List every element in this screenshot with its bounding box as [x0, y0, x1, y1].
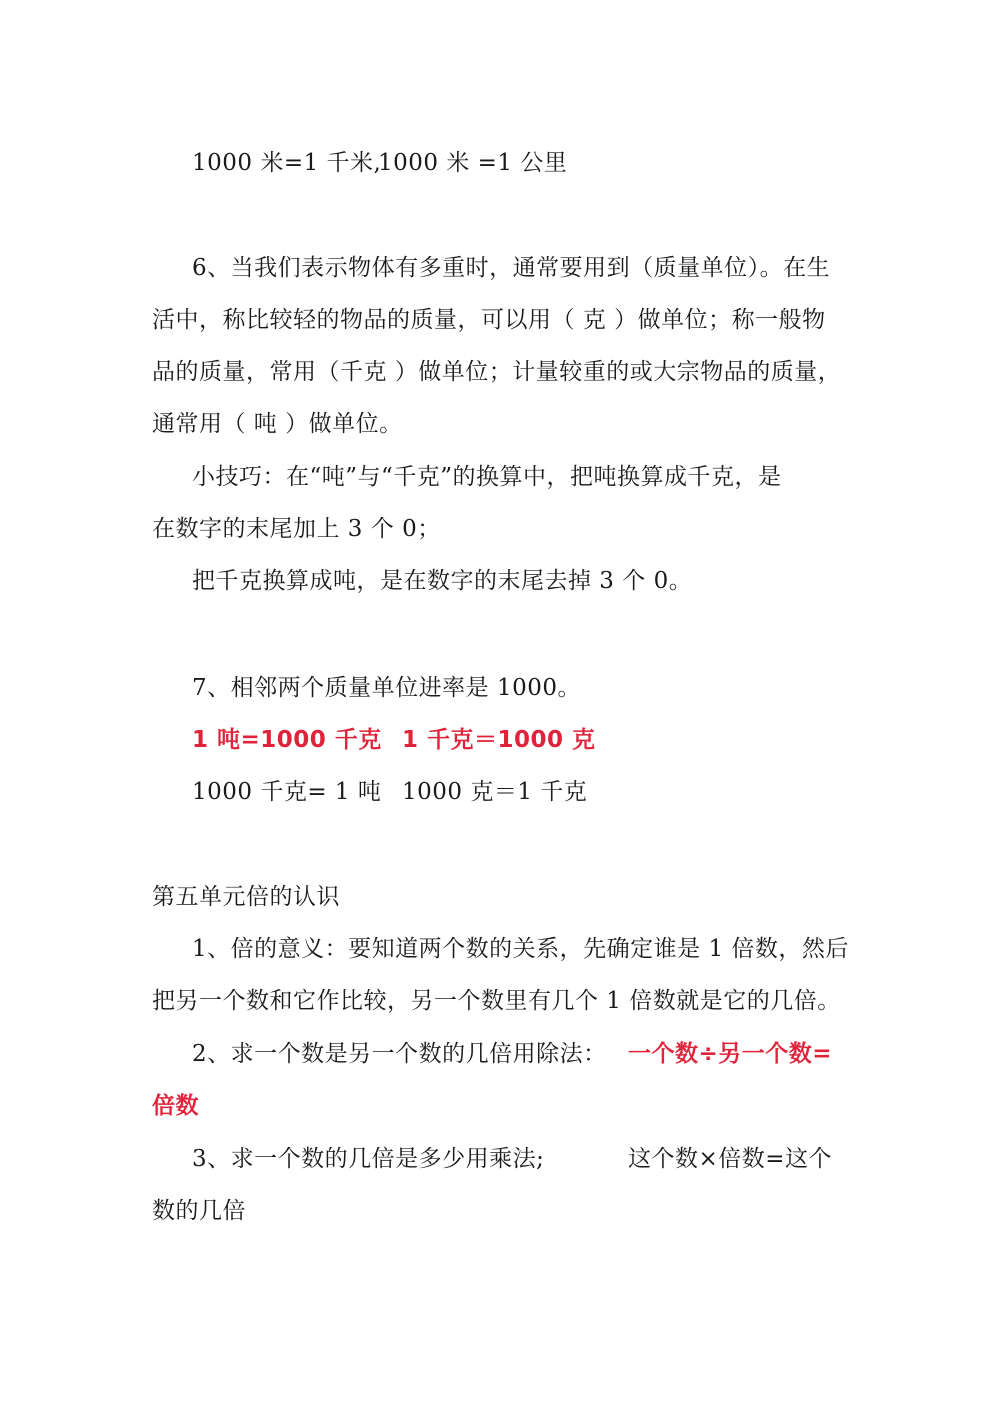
tip-line3: 把千克换算成吨，是在数字的末尾去掉 3 个 0。 — [192, 568, 693, 594]
multiplication-formula: 这个数×倍数=这个 — [628, 1146, 833, 1172]
section6-line1: 6、当我们表示物体有多重时，通常要用到（质量单位）。在生 — [192, 255, 831, 281]
tip-line1: 小技巧：在“吨”与“千克”的换算中，把吨换算成千克，是 — [192, 464, 782, 490]
kg-to-ton-line: 1000 千克= 1 吨 — [192, 779, 382, 805]
division-formula-highlight: 一个数÷另一个数= — [628, 1041, 833, 1067]
tip-line2: 在数字的末尾加上 3 个 0； — [152, 516, 441, 542]
unit5-point1-line1: 1、倍的意义：要知道两个数的关系，先确定谁是 1 倍数，然后 — [192, 936, 849, 962]
unit5-heading: 第五单元倍的认识 — [152, 884, 340, 910]
multiplication-formula-cont: 数的几倍 — [152, 1198, 246, 1224]
length-conversion-gongli: 1000 米 =1 公里 — [378, 150, 568, 176]
length-conversion-km: 1000 米=1 千米, — [192, 150, 382, 176]
section7-line: 7、相邻两个质量单位进率是 1000。 — [192, 675, 581, 701]
division-formula-highlight-cont: 倍数 — [152, 1093, 199, 1119]
section6-line4: 通常用（ 吨 ）做单位。 — [152, 411, 403, 437]
section6-line3: 品的质量，常用（千克 ）做单位；计量较重的或大宗物品的质量， — [152, 359, 842, 385]
unit5-point3-text: 3、求一个数的几倍是多少用乘法; — [192, 1146, 545, 1172]
ton-to-kg-highlight: 1 吨=1000 千克 — [192, 727, 382, 753]
section6-line2: 活中，称比较轻的物品的质量，可以用（ 克 ）做单位；称一般物 — [152, 307, 826, 333]
g-to-kg-line: 1000 克＝1 千克 — [402, 779, 588, 805]
unit5-point2-text: 2、求一个数是另一个数的几倍用除法： — [192, 1041, 607, 1067]
unit5-point1-line2: 把另一个数和它作比较，另一个数里有几个 1 倍数就是它的几倍。 — [152, 988, 841, 1014]
kg-to-g-highlight: 1 千克＝1000 克 — [402, 727, 596, 753]
